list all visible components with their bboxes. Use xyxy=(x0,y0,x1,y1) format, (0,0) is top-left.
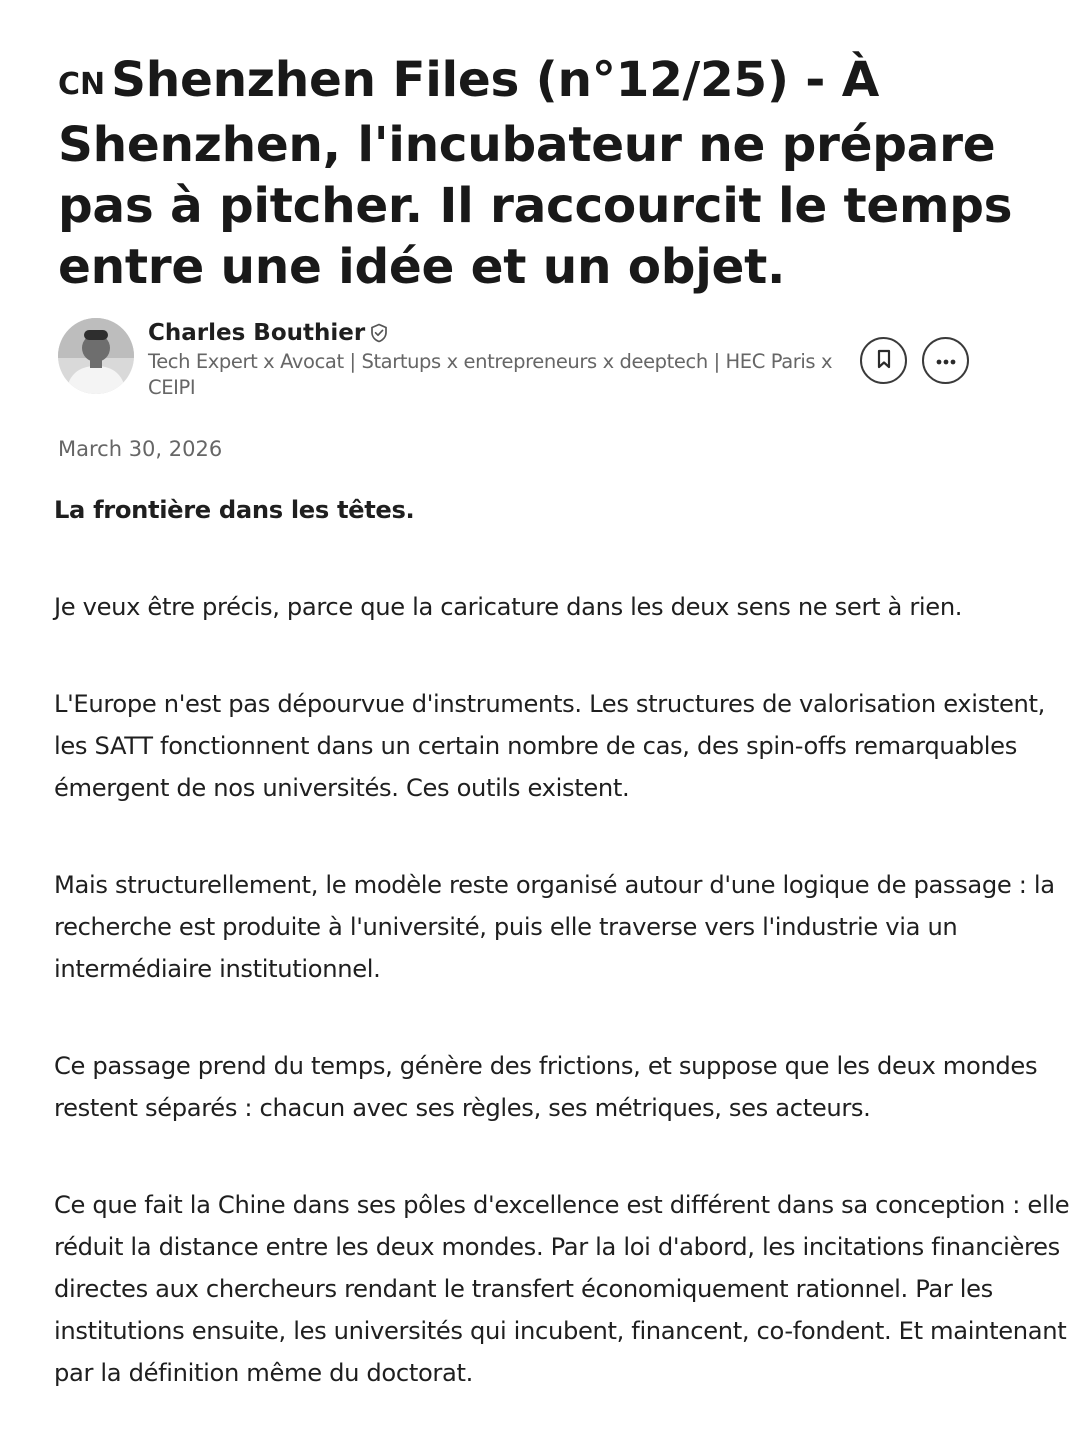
avatar-photo xyxy=(58,318,134,394)
paragraph: Ce passage prend du temps, génère des frictions, et suppose que les deux mondes restent séparés : chacun avec ses règles, ses métriques, ses acteurs. xyxy=(54,1052,1038,1122)
publish-date: March 30, 2026 xyxy=(58,437,223,461)
paragraph: Mais structurellement, le modèle reste organisé autour d'une logique de passage : la recherche est produite à l'université, puis elle traverse vers l'industrie via un intermédiaire institutionnel. xyxy=(54,871,1055,983)
paragraph: Ce que fait la Chine dans ses pôles d'excellence est différent dans sa conception : elle réduit la distance entre les deux mondes. Par la loi d'abord, les incitations financières directes aux chercheurs rendant le transfert économiquement rationnel. Par les institutions ensuite, les universités qui incubent, financent, co-fondent. Et maintenant par la définition même du doctorat. xyxy=(54,1191,1070,1387)
author-headline: Tech Expert x Avocat | Startups x entrepreneurs x deeptech | HEC Paris x CEIPI xyxy=(148,350,833,399)
section-subheading: La frontière dans les têtes. xyxy=(54,496,415,524)
verified-shield-icon xyxy=(369,321,389,351)
paragraph: L'Europe n'est pas dépourvue d'instruments. Les structures de valorisation existent, les SATT fonctionnent dans un certain nombre de cas, des spin-offs remarquables émergent de nos universités. Ces outils existent. xyxy=(54,690,1046,802)
author-row xyxy=(58,318,1018,408)
article-title-text: Shenzhen Files (n°12/25) - À Shenzhen, l'incubateur ne prépare pas à pitcher. Il raccourcit le temps entre une idée et un objet. xyxy=(58,52,1013,295)
bookmark-icon xyxy=(874,348,894,374)
article-body xyxy=(54,489,1078,1449)
save-article-button[interactable] xyxy=(860,337,907,384)
author-name[interactable] xyxy=(148,318,389,351)
avatar[interactable] xyxy=(58,318,134,394)
paragraph: Je veux être précis, parce que la caricature dans les deux sens ne sert à rien. xyxy=(54,593,963,621)
ellipsis-icon xyxy=(935,351,957,370)
country-flag-label: CN xyxy=(58,67,106,102)
article-title xyxy=(58,50,1018,298)
more-options-button[interactable] xyxy=(922,337,969,384)
author-name-text[interactable]: Charles Bouthier xyxy=(148,320,366,346)
